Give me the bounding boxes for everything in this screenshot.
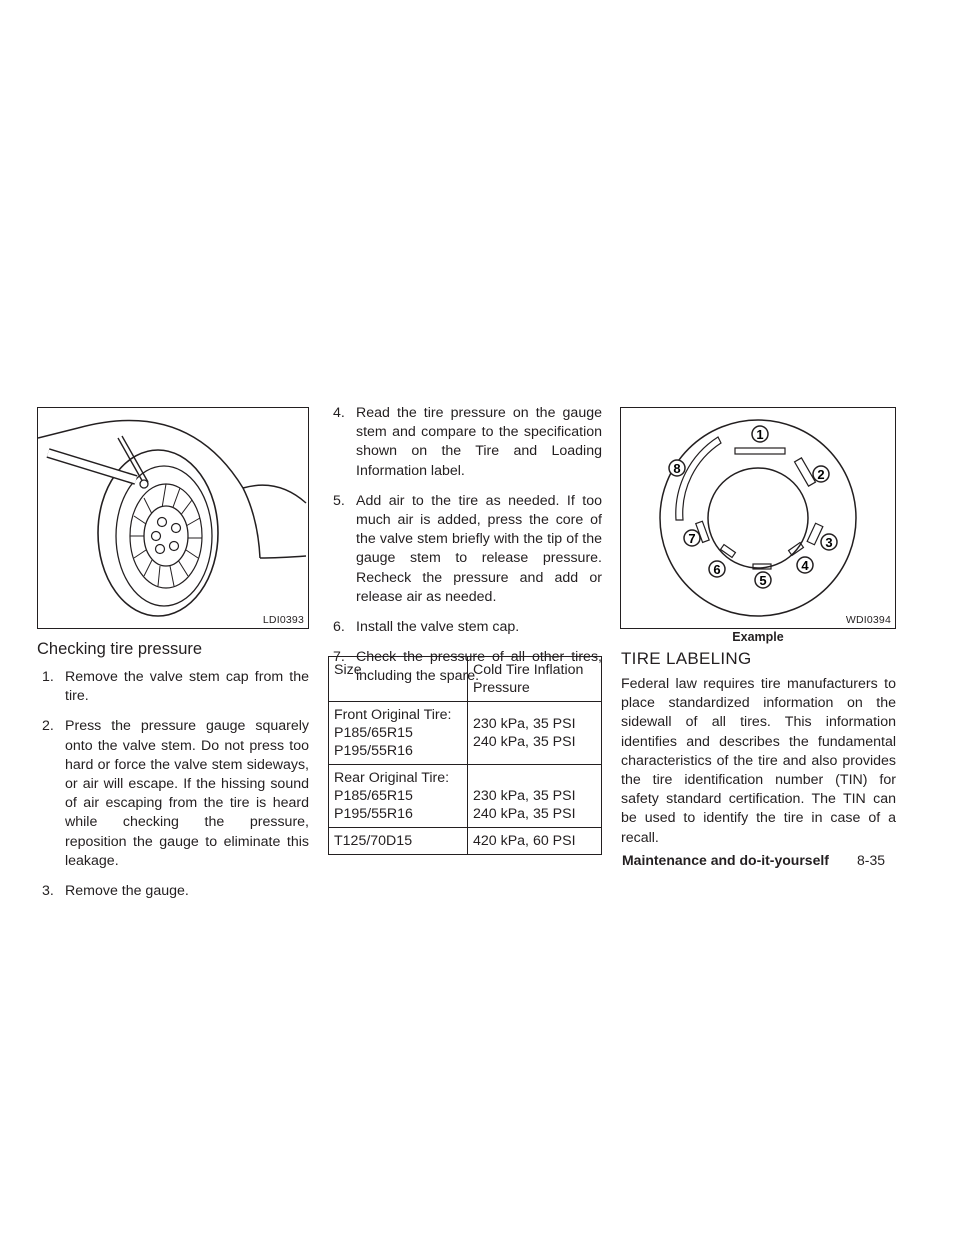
left-steps-list — [37, 668, 309, 912]
table-row — [329, 702, 602, 765]
list-item — [37, 668, 309, 706]
tire-labeling-figure — [620, 407, 896, 629]
step-number: 4. — [333, 405, 345, 421]
table-row — [329, 828, 602, 855]
step-text: Remove the gauge. — [65, 883, 189, 900]
size-cell — [329, 702, 468, 765]
label-mark-6 — [721, 545, 736, 558]
size-cell — [329, 765, 468, 828]
tire-labeling-paragraph: Federal law requires tire manufacturers to place standardized information on the sidewall of all tires. This information identifies and describes the fundamental characteristics of the tire and also provides the tire identification number (TIN) for safety standard certification. The TIN can be used to identify the tire in case of a recall. — [621, 676, 896, 846]
step-number: 2. — [42, 718, 54, 735]
list-item — [37, 882, 309, 901]
label-mark-1 — [735, 448, 785, 454]
step-number: 6. — [333, 619, 345, 636]
table-header-row — [329, 657, 602, 702]
size-line: P195/55R16 — [334, 743, 413, 759]
tire-pressure-table — [328, 656, 602, 855]
step-text: Check the pressure of all other tires, including the spare. — [356, 649, 602, 685]
list-item — [328, 618, 602, 637]
size-line: P185/65R15 — [334, 725, 413, 741]
size-line: Rear Original Tire: — [334, 770, 450, 786]
header-pressure: Cold Tire Inflation Pressure — [468, 657, 602, 702]
figure-code: LDI0393 — [262, 614, 304, 626]
marker-8: 8 — [673, 461, 681, 476]
size-line: T125/70D15 — [334, 833, 413, 849]
marker-7: 7 — [688, 531, 696, 546]
step-text: Remove the valve stem cap from the tire. — [65, 669, 309, 705]
label-mark-8 — [676, 437, 721, 520]
pressure-line: 240 kPa, 35 PSI — [473, 806, 576, 822]
pressure-cell — [468, 765, 602, 828]
middle-steps-list — [328, 404, 602, 698]
step-number: 3. — [42, 883, 54, 900]
marker-5: 5 — [759, 573, 767, 588]
size-cell — [329, 828, 468, 855]
step-text: Install the valve stem cap. — [356, 619, 520, 636]
label-mark-2 — [795, 458, 816, 486]
pressure-line: 240 kPa, 35 PSI — [473, 734, 576, 750]
list-item — [37, 717, 309, 871]
step-text: Add air to the tire as needed. If too much air is added, press the core of the valve stem briefly with the tip of the gauge stem to release pressure. Recheck the pressure and add or release air as needed. — [356, 492, 602, 605]
section-heading-checking-tire-pressure: Checking tire pressure — [37, 640, 203, 658]
list-item — [328, 492, 602, 607]
step-text: Read the tire pressure on the gauge stem and compare to the specification shown on the Tire and Loading Information label. — [356, 405, 602, 479]
marker-6: 6 — [713, 562, 721, 577]
pressure-cell — [468, 828, 602, 855]
size-line: P195/55R16 — [334, 806, 413, 822]
pressure-cell — [468, 702, 602, 765]
step-text: Press the pressure gauge squarely onto the valve stem. Do not press too hard or force the valve stem sideways, or air will escape. If the hissing sound of air escaping from the tire is heard while checking the pressure, reposition the gauge to eliminate this leakage. — [65, 718, 309, 869]
step-number: 5. — [333, 492, 345, 509]
marker-3: 3 — [825, 535, 833, 550]
marker-2: 2 — [817, 467, 825, 482]
header-size: Size — [329, 657, 468, 702]
figure-caption: Example — [732, 630, 784, 644]
size-line: Front Original Tire: — [334, 707, 452, 723]
footer-section-title: Maintenance and do-it-yourself — [622, 852, 829, 868]
pressure-line: 420 kPa, 60 PSI — [473, 833, 576, 849]
tire-sidewall-diagram — [621, 408, 895, 628]
tire-pressure-gauge-figure — [37, 407, 309, 629]
marker-4: 4 — [801, 558, 809, 573]
step-number: 1. — [42, 669, 54, 685]
label-mark-4 — [789, 543, 804, 556]
figure-code: WDI0394 — [845, 614, 891, 626]
step-number: 7. — [333, 649, 345, 666]
list-item — [328, 404, 602, 481]
page-number: 8-35 — [857, 852, 886, 868]
pressure-line: 230 kPa, 35 PSI — [473, 788, 576, 804]
marker-1: 1 — [756, 427, 764, 442]
size-line: P185/65R15 — [334, 788, 413, 804]
pressure-line: 230 kPa, 35 PSI — [473, 716, 576, 732]
tire-with-gauge-illustration — [38, 408, 308, 628]
table-row — [329, 765, 602, 828]
section-heading-tire-labeling: TIRE LABELING — [621, 649, 752, 668]
